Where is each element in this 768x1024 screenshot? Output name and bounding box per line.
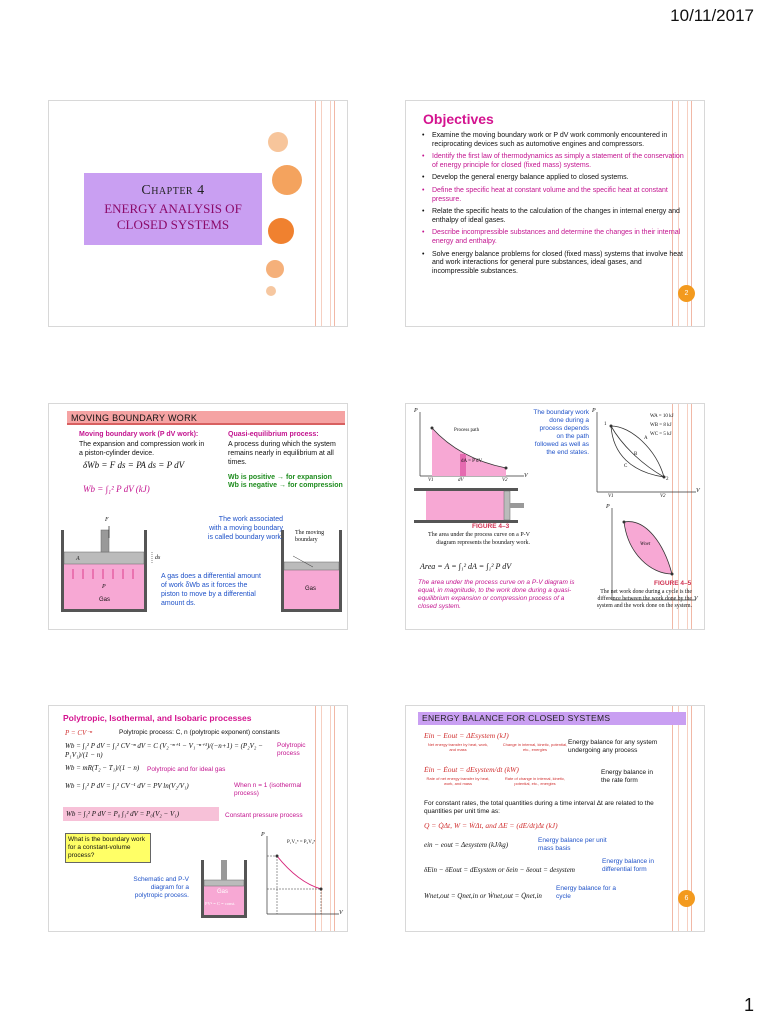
- lbl-gas-poly: Gas: [217, 889, 229, 895]
- lbl-p-axis-poly: P: [261, 832, 265, 838]
- slide-boundary-work-diagrams: [405, 403, 705, 630]
- slide-polytropic-processes: [48, 705, 348, 932]
- objective-item: • Relate the specific heats to the calculation of the changes in internal energy and enthalpy of ideal gases.: [422, 208, 680, 224]
- eq1-sub-transfer: Net energy transfer by heat, work, and mass: [427, 742, 489, 752]
- note-gas-differential-work: A gas does a differential amount of work δWb as it forces the piston to move by a differential amount ds.: [161, 573, 261, 607]
- note-differential-form: Energy balance in differential form: [602, 858, 655, 873]
- mbw-label: Moving boundary work (P dV work):: [79, 431, 199, 438]
- slide-energy-balance: [405, 705, 705, 932]
- lbl-pvn-const: PVⁿ = C = const.: [205, 901, 236, 906]
- eq1-sub-change: Change in internal, kinetic, potential, etc., energies: [502, 742, 568, 752]
- positive-work-note: Wb is positive → for expansion: [228, 474, 332, 481]
- lbl-path-c: C: [624, 464, 628, 469]
- fig45-label: FIGURE 4–5: [654, 580, 692, 587]
- lbl-path-b: B: [634, 452, 638, 457]
- eq-boundary-work-integral: Wb = ∫₁² P dV (kJ): [83, 484, 150, 494]
- polytropic-diagrams: [49, 706, 348, 932]
- note-isothermal: When n = 1 (isothermal process): [234, 782, 302, 797]
- chapter-title-line2: CLOSED SYSTEMS: [116, 217, 230, 232]
- note-polytropic-ideal-gas: Polytropic and for ideal gas: [147, 766, 226, 773]
- lbl-p-axis-45: P: [606, 504, 610, 510]
- eq2-sub-transfer: Rate of net energy transfer by heat, work, and mass: [426, 776, 490, 786]
- constant-rates-text: For constant rates, the total quantities during a time interval Δt are related to the quantities per unit time as:: [424, 800, 654, 815]
- chapter-label: Chapter 4: [141, 183, 205, 198]
- page-date: 10/11/2017: [670, 6, 754, 25]
- lbl-state1-44: 1: [604, 422, 607, 427]
- lbl-moving-boundary: The moving boundary: [295, 530, 325, 543]
- chapter-box: [84, 173, 262, 245]
- lbl-wb: WB = 8 kJ: [650, 423, 672, 428]
- slide-number-badge: 2: [678, 285, 695, 302]
- eq-differential-form: δEin − δEout = dEsystem or δein − δeout = desystem: [424, 866, 575, 874]
- eq2-sub-change: Rate of change in internal, kinetic, potential, etc., energies: [504, 776, 566, 786]
- lbl-dv-43: dV: [458, 478, 464, 483]
- polytropic-title: Polytropic, Isothermal, and Isobaric processes: [63, 713, 252, 723]
- energy-balance-title: ENERGY BALANCE FOR CLOSED SYSTEMS: [418, 712, 686, 725]
- eq-unit-mass: ein − eout = Δesystem (kJ/kg): [424, 841, 509, 849]
- lbl-pressure: P: [102, 584, 106, 590]
- lbl-dA: dA = P dV: [461, 459, 483, 464]
- slide-moving-boundary-work: [48, 403, 348, 630]
- eq-cycle: Wnet,out = Qnet,in or Ẇnet,out = Q̇net,in: [424, 892, 542, 900]
- lbl-v-axis-43: V: [524, 473, 528, 479]
- eq-boundary-work-differential: δWb = F ds = PA ds = P dV: [83, 460, 185, 470]
- lbl-wc: WC = 5 kJ: [650, 432, 672, 437]
- slide-objectives: [405, 100, 705, 327]
- lbl-v1-44: V1: [608, 494, 614, 499]
- qe-label: Quasi-equilibrium process:: [228, 431, 319, 438]
- objective-item: • Develop the general energy balance applied to closed systems.: [422, 174, 629, 182]
- lbl-v-axis-45: V: [694, 596, 698, 602]
- lbl-wa: WA = 10 kJ: [650, 414, 674, 419]
- slide-title-bar: MOVING BOUNDARY WORK: [67, 411, 345, 425]
- slide-number-badge: 6: [678, 890, 695, 907]
- lbl-p1v1-p2v2: P₁V₁ⁿ = P₂V₂ⁿ: [287, 840, 316, 845]
- eq-energy-balance-rate: Ėin − Ėout = dEsystem/dt (kW): [424, 765, 519, 774]
- note-rate-form: Energy balance in the rate form: [601, 769, 654, 784]
- note-path-dependence: The boundary work done during a process depends on the path followed as well as the end states.: [533, 409, 589, 456]
- objectives-list: [422, 132, 684, 280]
- lbl-area: A: [76, 556, 80, 562]
- lbl-ds: ds: [155, 555, 161, 561]
- lbl-gas-right: Gas: [305, 586, 317, 592]
- note-unit-mass: Energy balance per unit mass basis: [538, 837, 607, 852]
- lbl-v-axis-44: V: [696, 488, 700, 494]
- lbl-v2-43: V2: [502, 478, 508, 483]
- objective-item: • Define the specific heat at constant volume and the specific heat at constant pressure.: [422, 186, 668, 203]
- lbl-force: F: [105, 517, 109, 523]
- eq-polytropic-pv: P = CV⁻ⁿ: [65, 729, 93, 737]
- note-constant-pressure: Constant pressure process: [225, 812, 303, 819]
- objective-item: • Describe incompressible substances and determine the changes in their internal energy and enthalpy.: [422, 229, 681, 245]
- objective-item: • Examine the moving boundary work or P dV work commonly encountered in reciprocating devices such as automotive engines and compressors.: [422, 132, 668, 148]
- lbl-v2-44: V2: [660, 494, 666, 499]
- lbl-v-axis-poly: V: [339, 910, 343, 916]
- eq-area: Area = A = ∫₁² dA = ∫₁² P dV: [420, 562, 512, 571]
- qe-desc: A process during which the system remains nearly in equilibrium at all times.: [228, 441, 336, 466]
- lbl-v1-43: V1: [428, 478, 434, 483]
- objectives-heading: Objectives: [423, 111, 494, 127]
- slide-title: [48, 100, 348, 327]
- lbl-path-a: A: [644, 436, 648, 441]
- mbw-desc: The expansion and compression work in a piston-cylinder device.: [79, 441, 205, 457]
- eq-constant-rate-quantities: Q = Q̇Δt, W = ẆΔt, and ΔE = (dE/dt)Δt (kJ): [424, 821, 558, 830]
- schematic-caption: Schematic and P-V diagram for a polytropic process.: [133, 876, 189, 899]
- lbl-wnet: Wnet: [640, 542, 651, 547]
- negative-work-note: Wb is negative → for compression: [228, 482, 343, 489]
- fig43-label: FIGURE 4–3: [472, 523, 510, 530]
- fig45-caption: The net work done during a cycle is the difference between the work done by the system and the work done on the system.: [596, 589, 692, 609]
- fig43-caption: The area under the process curve on a P-V diagram represents the boundary work.: [428, 532, 530, 546]
- note-cycle: Energy balance for a cycle: [556, 885, 616, 900]
- objective-item: • Identify the first law of thermodynamics as simply a statement of the conservation of energy principle for closed (fixed mass) systems.: [422, 153, 684, 169]
- lbl-process-path: Process path: [454, 428, 480, 433]
- eq-energy-balance: Ein − Eout = ΔEsystem (kJ): [424, 731, 509, 740]
- page-number: 1: [743, 995, 754, 1015]
- chapter-title-line1: ENERGY ANALYSIS OF: [104, 201, 242, 216]
- eq-isothermal-work: Wb = ∫₁² P dV = ∫₁² CV⁻¹ dV = PV ln(V₂/V₁): [65, 782, 189, 790]
- lbl-state2-44: 2: [666, 477, 669, 482]
- lbl-gas-left: Gas: [99, 597, 111, 603]
- note-area-under-curve: The area under the process curve on a P-V diagram is equal, in magnitude, to the work done during a quasi-equilibrium expansion or compression process of a closed system.: [418, 579, 575, 610]
- lbl-p-axis-43: P: [414, 408, 418, 414]
- eq-polytropic-ideal-gas: Wb = mR(T₂ − T₁)/(1 − n): [65, 764, 140, 772]
- objective-item: • Solve energy balance problems for closed (fixed mass) systems that involve heat and work interactions for general pure substances, ideal gases, and incompressible substances.: [422, 250, 683, 275]
- note-boundary-work: The work associated with a moving boundary is called boundary work.: [207, 516, 283, 541]
- note-energy-balance: Energy balance for any system undergoing any process: [568, 739, 658, 754]
- eq-constant-pressure-work: Wb = ∫₁² P dV = P₀ ∫₁² dV = P₀(V₂ − V₁): [63, 807, 219, 821]
- question-constant-volume: What is the boundary work for a constant-volume process?: [65, 833, 151, 863]
- eq-polytropic-work: Wb = ∫₁² P dV = ∫₁² CV⁻ⁿ dV = C (V₂⁻ⁿ⁺¹ − V₁⁻ⁿ⁺¹)/(−n+1) = (P₂V₂ − P₁V₁)/(1 − n): [65, 742, 263, 759]
- lbl-p-axis-44: P: [592, 408, 596, 414]
- note-polytropic-constants: Polytropic process: C, n (polytropic exponent) constants: [119, 729, 280, 736]
- note-polytropic: Polytropic process: [277, 742, 306, 757]
